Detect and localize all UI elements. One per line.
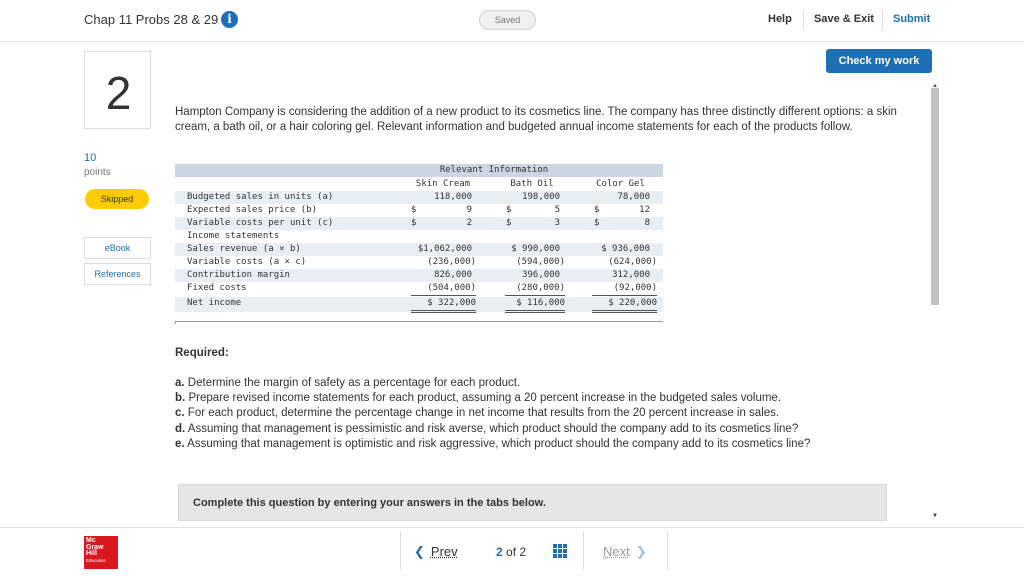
- question-number-box: [84, 51, 151, 129]
- cell: $ 990,000: [511, 244, 560, 254]
- required-item-b: b. Prepare revised income statements for each product, assuming a 20 percent increase in the budgeted sales volume.: [175, 392, 782, 405]
- dollar-sign: $: [411, 205, 417, 215]
- divider: [400, 532, 401, 570]
- table-row: [175, 230, 663, 243]
- points-label: points: [84, 167, 111, 178]
- row-label: Variable costs (a × c): [187, 257, 307, 267]
- row-label: Sales revenue (a × b): [187, 244, 301, 254]
- row-label: Variable costs per unit (c): [187, 218, 334, 228]
- table-title: Relevant Information: [175, 164, 663, 177]
- cell: $ 322,000: [411, 297, 476, 313]
- cell: (236,000): [411, 256, 476, 270]
- header-color-gel: Color Gel: [596, 179, 645, 189]
- cell: 12: [639, 205, 650, 215]
- cell: 9: [466, 205, 472, 215]
- check-my-work-button[interactable]: Check my work: [826, 49, 932, 73]
- cell: 5: [554, 205, 560, 215]
- header-skin-cream: Skin Cream: [415, 179, 471, 189]
- table-row: [175, 282, 663, 295]
- required-heading: Required:: [175, 347, 229, 359]
- divider: [583, 532, 584, 570]
- cell: 118,000: [434, 192, 472, 202]
- page-indicator: 2 of 2: [496, 545, 527, 559]
- dollar-sign: $: [411, 218, 417, 228]
- cell: (624,000): [592, 256, 657, 270]
- required-item-e: e. Assuming that management is optimistic and risk aggressive, which product should the company add to its cosmetics line?: [175, 437, 811, 450]
- cell: 78,000: [617, 192, 650, 202]
- save-exit-link[interactable]: Save & Exit: [814, 13, 874, 25]
- cell: (504,000): [411, 282, 476, 296]
- table-row: [175, 297, 663, 312]
- scrollbar-thumb[interactable]: [931, 88, 939, 305]
- submit-link[interactable]: Submit: [893, 13, 931, 25]
- cell: (280,000): [505, 282, 565, 296]
- cell: 312,000: [612, 270, 650, 280]
- cell: 198,000: [522, 192, 560, 202]
- assignment-title: Chap 11 Probs 28 & 29: [84, 12, 219, 27]
- table-row: [175, 243, 663, 256]
- chevron-left-icon: ❮: [414, 544, 425, 559]
- table-row: [175, 204, 663, 217]
- required-list: [175, 376, 935, 452]
- row-label: Expected sales price (b): [187, 205, 318, 215]
- references-button[interactable]: References: [84, 263, 151, 285]
- row-label: Contribution margin: [187, 270, 290, 280]
- next-button[interactable]: Next ❯: [603, 544, 647, 559]
- dollar-sign: $: [506, 205, 512, 215]
- dollar-sign: $: [594, 218, 600, 228]
- problem-intro: Hampton Company is considering the addition of a new product to its cosmetics line. The company has three distinctly different options: a skin cream, a bath oil, or a hair coloring gel. Relevant information and budgeted annual income statements for each of the products follow.: [175, 106, 897, 133]
- ebook-button[interactable]: eBook: [84, 237, 151, 259]
- grid-icon[interactable]: [553, 544, 567, 558]
- saved-status: Saved: [479, 10, 536, 30]
- cell: $ 116,000: [505, 297, 565, 313]
- row-label: Net income: [187, 298, 242, 308]
- scroll-up-arrow-icon[interactable]: ▲: [932, 83, 938, 89]
- scroll-down-arrow-icon[interactable]: ▼: [932, 513, 938, 519]
- cell: (92,000): [592, 282, 657, 296]
- required-item-c: c. For each product, determine the percentage change in net income that results from the 20 percent increase in sales.: [175, 407, 780, 420]
- skipped-badge: Skipped: [85, 189, 149, 209]
- cell: 396,000: [522, 270, 560, 280]
- dollar-sign: $: [594, 205, 600, 215]
- table-header-row: [175, 178, 663, 191]
- cell: (594,000): [505, 256, 565, 270]
- mcgraw-hill-logo: Mc Graw Hill Education: [84, 536, 118, 569]
- table-row: [175, 269, 663, 282]
- top-bar: [0, 0, 1024, 42]
- cell: 3: [554, 218, 560, 228]
- instructions-banner: Complete this question by entering your answers in the tabs below.: [178, 484, 887, 521]
- chevron-right-icon: ❯: [635, 544, 647, 559]
- dollar-sign: $: [506, 218, 512, 228]
- row-label: Budgeted sales in units (a): [187, 192, 334, 202]
- cell: $ 936,000: [601, 244, 650, 254]
- required-item-d: d. Assuming that management is pessimistic and risk averse, which product should the company add to its cosmetics line?: [175, 422, 799, 435]
- table-row: [175, 256, 663, 269]
- question-number: 2: [105, 67, 132, 119]
- cell: $1,062,000: [417, 244, 472, 254]
- divider: [803, 10, 804, 30]
- cell: 8: [644, 218, 650, 228]
- points-value: 10: [84, 152, 97, 164]
- cell: 826,000: [434, 270, 472, 280]
- divider: [882, 10, 883, 30]
- table-row: [175, 191, 663, 204]
- cell: $ 220,000: [592, 297, 657, 313]
- table-row: [175, 217, 663, 230]
- cell: 2: [466, 218, 472, 228]
- table-bottom-border: [175, 321, 663, 324]
- required-item-a: a. Determine the margin of safety as a percentage for each product.: [175, 377, 521, 389]
- header-bath-oil: Bath Oil: [510, 179, 554, 189]
- relevant-information-table: [175, 164, 663, 326]
- info-icon[interactable]: i: [221, 11, 238, 28]
- row-label: Fixed costs: [187, 283, 247, 293]
- divider: [667, 532, 668, 570]
- row-label: Income statements: [187, 231, 280, 241]
- prev-button[interactable]: ❮ Prev: [414, 544, 458, 559]
- help-link[interactable]: Help: [768, 13, 792, 25]
